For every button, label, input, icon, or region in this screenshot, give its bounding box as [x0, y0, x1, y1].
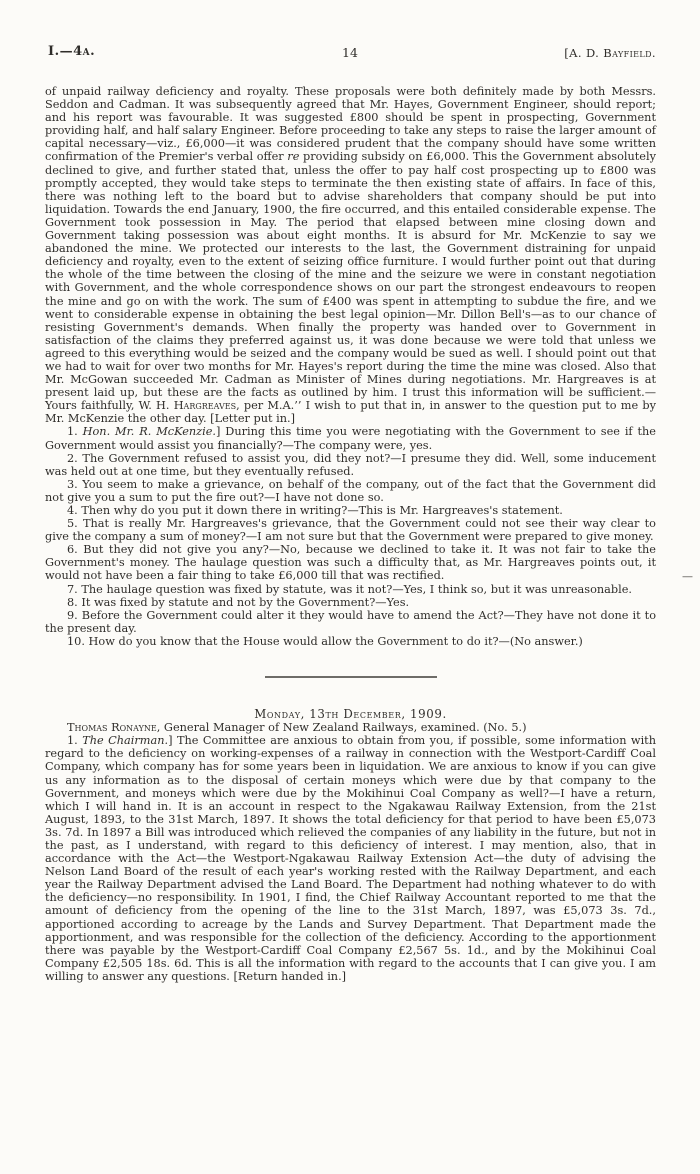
question-7: 7. The haulage question was fixed by statute, was it not?—Yes, I think so, but it was unreasonable. [67, 582, 633, 596]
question-1-speaker: Hon. Mr. R. McKenzie. [82, 425, 217, 439]
page-header [0, 44, 700, 62]
ronayne-evidence-section [45, 708, 656, 983]
chairman-question-1 [45, 734, 656, 983]
question-6: 6. But they did not give you any?—No, because we declined to take it. It was not fair to take the Government's money. The haulage question was such a difficulty that, as Mr. Hargreaves points out, it would not have been a fair thing to take £6,000 till that was rectified. [45, 543, 656, 583]
witness-attribution: [A. D. Bayfield. [564, 46, 656, 60]
question-2: 2. The Government refused to assist you, did they not?—I presume they did. Well, some inducement was held out at one time, but they eventually refused. [45, 451, 656, 478]
chairman-question-speaker: The Chairman. [82, 734, 169, 748]
section-divider-rule [265, 676, 437, 678]
session-date-heading: Monday, 13th December, 1909. [254, 707, 447, 722]
chairman-question-text: ] The Committee are anxious to obtain from you, if possible, some information with regard to the deficiency on working-expenses of a railway in connection with the Westport-Cardiff Coal Company, which company has for some years been in liquidation. We are anxious to know if you can give us any information as to the disposal of certain moneys which were due by that company to the Government, and moneys which were due by the Mokihinui Coal Company as well?—I have a return, which I will hand in. It is an account in respect to the Ngakawau Railway Extension, from the 21st August, 1893, to the 31st March, 1897. It shows the total deficiency for that period to have been £5,073 3s. 7d. In 1897 a Bill was introduced which relieved the companies of any liability in the future, but not in the past, as I understand, with regard to this deficiency of interest. I may mention, also, that in accordance with the Act—the Westport-Ngakawau Railway Extension Act—the duty of advising the Nelson Land Board of the result of each year's working rested with the Railway Department, and each year the Railway Department advised the Land Board. The Department had nothing whatever to do with the deficiency—no responsibility. In 1901, I find, the Chief Railway Accountant reported to me that the amount of deficiency from the opening of the line to the 31st March, 1897, was £5,073 3s. 7d., apportioned according to acreage by the Lands and Survey Department. That Department made the apportionment, and was responsible for the collection of the deficiency. According to the apportionment there was payable by the Westport-Cardiff Coal Company £2,567 5s. 1d., and by the Mokihinui Coal Company £2,505 18s. 6d. This is all the information with regard to the accounts that I can give you. I am willing to answer any questions. [Return handed in.] [45, 734, 656, 983]
question-9: 9. Before the Government could alter it they would have to amend the Act?—They have not done it to the present day. [45, 608, 656, 635]
question-4: 4. Then why do you put it down there in writing?—This is Mr. Hargreaves's statement. [67, 504, 563, 517]
question-8: 8. It was fixed by statute and not by the Government?—Yes. [67, 595, 410, 609]
question-1 [45, 425, 656, 451]
question-10: 10. How do you know that the House would allow the Government to do it?—(No answer.) [67, 634, 583, 648]
letter-text-1: of unpaid railway deficiency and royalty. These proposals were both definitely made by both Messrs. Seddon and Cadman. It was subsequently agreed that Mr. Hayes, Government Engineer, should report; and his report was favourable. It was suggested £800 should be spent in prospecting, Government providing half, and half salary Engineer. Before proceeding to take any steps to raise the larger amount of capital necessary—viz., £6,000—it was considered prudent that the company should have some written confirmation of the Premier's verbal offer [45, 85, 656, 164]
letter-signature-name: Hargreaves [173, 399, 237, 413]
hargreaves-letter-paragraph [45, 85, 656, 425]
witness-description: , General Manager of New Zealand Railways, examined. (No. 5.) [156, 721, 527, 735]
document-body [45, 85, 656, 983]
page-number: 14 [342, 45, 358, 60]
letter-text-2: providing subsidy on £6,000. This the Government absolutely declined to give, and further stated that, unless the offer to pay half cost prospecting up to £800 was promptly accepted, they would take steps to terminate the then existing state of affairs. In face of this, there was nothing left to the board but to advise shareholders that company should be put into liquidation. Towards the end January, 1900, the fire occurred, and this entailed considerable expense. The Government took possession in May. The period that elapsed between mine closing down and Government taking possession was about eight months. It is absurd for Mr. McKenzie to say we abandoned the mine. We protected our interests to the last, the Government distraining for unpaid deficiency and royalty, even to the extent of seizing office furniture. I would further point out that during the whole of the time between the closing of the mine and the seizure we were in constant negotiation with Government, and the whole correspondence shows on our part the strongest endeavours to reopen the mine and go on with the work. The sum of £400 was spent in attempting to subdue the fire, and we went to considerable expense in obtaining the best legal opinion—Mr. Dillon Bell's—as to our chance of resisting Government's demands. When finally the property was handed over to Government in satisfaction of the claims they preferred against us, it was done because we were told that unless we agreed to this everything would be seized and the company would be sued as well. I should point out that we had to wait for over two months for Mr. Hayes's report during the time the mine was closed. Also that Mr. McGowan succeeded Mr. Cadman as Minister of Mines during negotiations. Mr. Hargreaves is at present laid up, but these are the facts as outlined by him. I trust this information will be sufficient.—Yours faithfully, W. H. [45, 150, 656, 413]
letter-italic-re: re [287, 150, 300, 164]
witness-name: Thomas Ronayne [67, 721, 157, 735]
chairman-question-number: 1. [67, 734, 83, 748]
question-5: 5. That is really Mr. Hargreaves's grievance, that the Government could not see their way clear to give the company a sum of money?—I am not sure but that the Government were prepared to give money. [45, 517, 656, 544]
question-3: 3. You seem to make a grievance, on behalf of the company, out of the fact that the Government did not give you a sum to put the fire out?—I have not done so. [45, 477, 656, 504]
question-1-text: ] During this time you were negotiating with the Government to see if the Government would assist you financially?—The company were, yes. [45, 425, 656, 452]
paper-number: I.—4a. [48, 44, 96, 59]
letter-text-3: , per M.A.’’ I wish to put that in, in answer to the question put to me by Mr. McKenzie the other day. [Letter put in.] [45, 399, 656, 426]
margin-stray-mark: — [682, 570, 693, 583]
hargreaves-evidence-section [45, 85, 656, 648]
witness-introduction-line [45, 721, 656, 734]
question-1-number: 1. [67, 425, 83, 439]
